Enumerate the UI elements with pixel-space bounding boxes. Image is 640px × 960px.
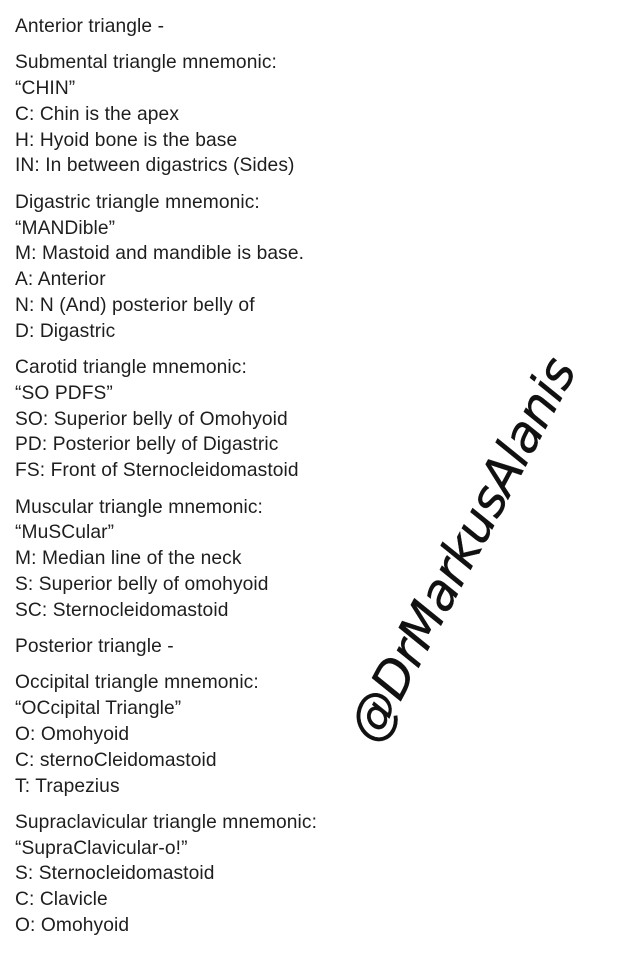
- supraclavicular-line: S: Sternocleidomastoid: [15, 863, 215, 885]
- supraclavicular-line: O: Omohyoid: [15, 915, 130, 936]
- muscular-line: S: Superior belly of omohyoid: [15, 573, 269, 595]
- submental-mnemonic: “CHIN”: [15, 78, 76, 100]
- occipital-mnemonic: “OCcipital Triangle”: [15, 698, 182, 720]
- digastric-line: N: N (And) posterior belly of: [15, 294, 255, 316]
- digastric-mnemonic: “MANDible”: [15, 217, 116, 239]
- posterior-triangle-heading: Posterior triangle -: [15, 636, 174, 658]
- supraclavicular-mnemonic: “SupraClavicular-o!”: [15, 837, 188, 859]
- digastric-triangle-section: [15, 190, 535, 345]
- submental-line: IN: In between digastrics (Sides): [15, 155, 295, 177]
- occipital-line: C: sternoCleidomastoid: [15, 749, 217, 771]
- occipital-line: O: Omohyoid: [15, 723, 130, 745]
- occipital-triangle-section: [15, 670, 535, 799]
- muscular-title: Muscular triangle mnemonic:: [15, 496, 263, 518]
- submental-title: Submental triangle mnemonic:: [15, 52, 277, 74]
- carotid-line: PD: Posterior belly of Digastric: [15, 434, 279, 456]
- supraclavicular-line: C: Clavicle: [15, 889, 108, 911]
- submental-triangle-section: [15, 50, 535, 179]
- muscular-mnemonic: “MuSCular”: [15, 522, 115, 544]
- digastric-line: D: Digastric: [15, 320, 116, 342]
- mnemonic-note: [15, 14, 535, 949]
- submental-line: C: Chin is the apex: [15, 103, 180, 125]
- carotid-line: SO: Superior belly of Omohyoid: [15, 408, 288, 430]
- digastric-line: M: Mastoid and mandible is base.: [15, 243, 305, 265]
- occipital-title: Occipital triangle mnemonic:: [15, 672, 259, 694]
- digastric-title: Digastric triangle mnemonic:: [15, 191, 260, 213]
- carotid-line: FS: Front of Sternocleidomastoid: [15, 460, 299, 482]
- carotid-triangle-section: [15, 355, 535, 484]
- carotid-title: Carotid triangle mnemonic:: [15, 357, 247, 379]
- supraclavicular-title: Supraclavicular triangle mnemonic:: [15, 811, 318, 833]
- digastric-line: A: Anterior: [15, 269, 106, 291]
- submental-line: H: Hyoid bone is the base: [15, 129, 238, 151]
- occipital-line: T: Trapezius: [15, 775, 120, 797]
- anterior-triangle-heading: Anterior triangle -: [15, 16, 165, 37]
- carotid-mnemonic: “SO PDFS”: [15, 382, 113, 404]
- muscular-line: M: Median line of the neck: [15, 548, 242, 570]
- author-watermark: @DrMarkusAlanis: [336, 348, 588, 752]
- muscular-line: SC: Sternocleidomastoid: [15, 599, 229, 621]
- supraclavicular-triangle-section: [15, 810, 535, 939]
